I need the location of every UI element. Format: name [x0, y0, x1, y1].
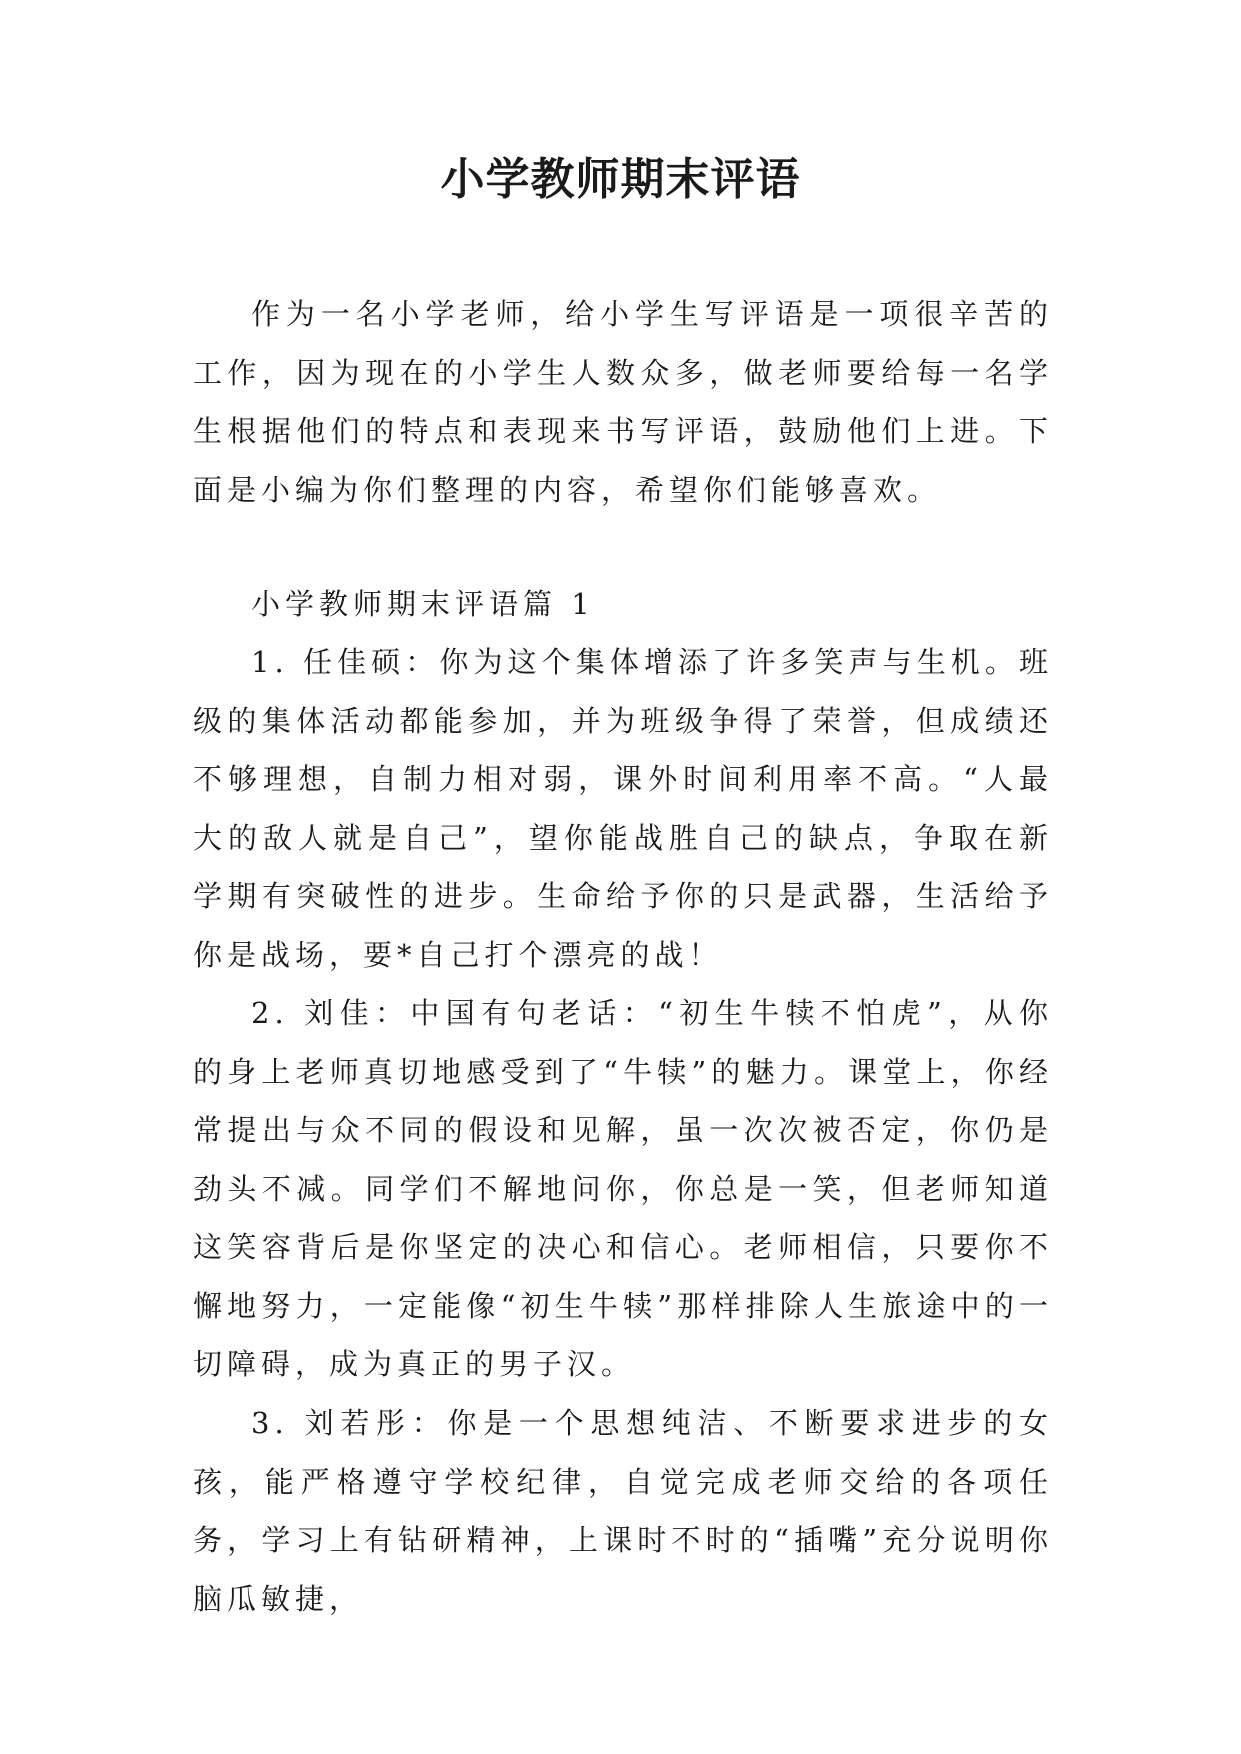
comment-item-1: 1. 任佳硕：你为这个集体增添了许多笑声与生机。班级的集体活动都能参加，并为班级争得了荣誉，但成绩还不够理想，自制力相对弱，课外时间利用率不高。“人最大的敌人就是自己”，望你能战胜自己的缺点，争取在新学期有突破性的进步。生命给予你的只是武器，生活给予你是战场，要*自己打个漂亮的战！	[193, 645, 1053, 972]
document-title: 小学教师期末评语	[440, 154, 801, 205]
comment-item-2: 2. 刘佳：中国有句老话：“初生牛犊不怕虎”，从你的身上老师真切地感受到了“牛犊”的魅力。课堂上，你经常提出与众不同的假设和见解，虽一次次被否定，你仍是劲头不减。同学们不解地问你，你总是一笑，但老师知道这笑容背后是你坚定的决心和信心。老师相信，只要你不懈地努力，一定能像“初生牛犊”那样排除人生旅途中的一切障碍，成为真正的男子汉。	[193, 996, 1053, 1381]
comment-item-3: 3. 刘若彤：你是一个思想纯洁、不断要求进步的女孩，能严格遵守学校纪律，自觉完成老师交给的各项任务，学习上有钻研精神，上课时不时的“插嘴”充分说明你脑瓜敏捷，	[193, 1406, 1053, 1616]
intro-paragraph: 作为一名小学老师，给小学生写评语是一项很辛苦的工作，因为现在的小学生人数众多，做老师要给每一名学生根据他们的特点和表现来书写评语，鼓励他们上进。下面是小编为你们整理的内容，希望你们能够喜欢。	[193, 297, 1053, 507]
section-heading: 小学教师期末评语篇 1	[251, 587, 595, 621]
